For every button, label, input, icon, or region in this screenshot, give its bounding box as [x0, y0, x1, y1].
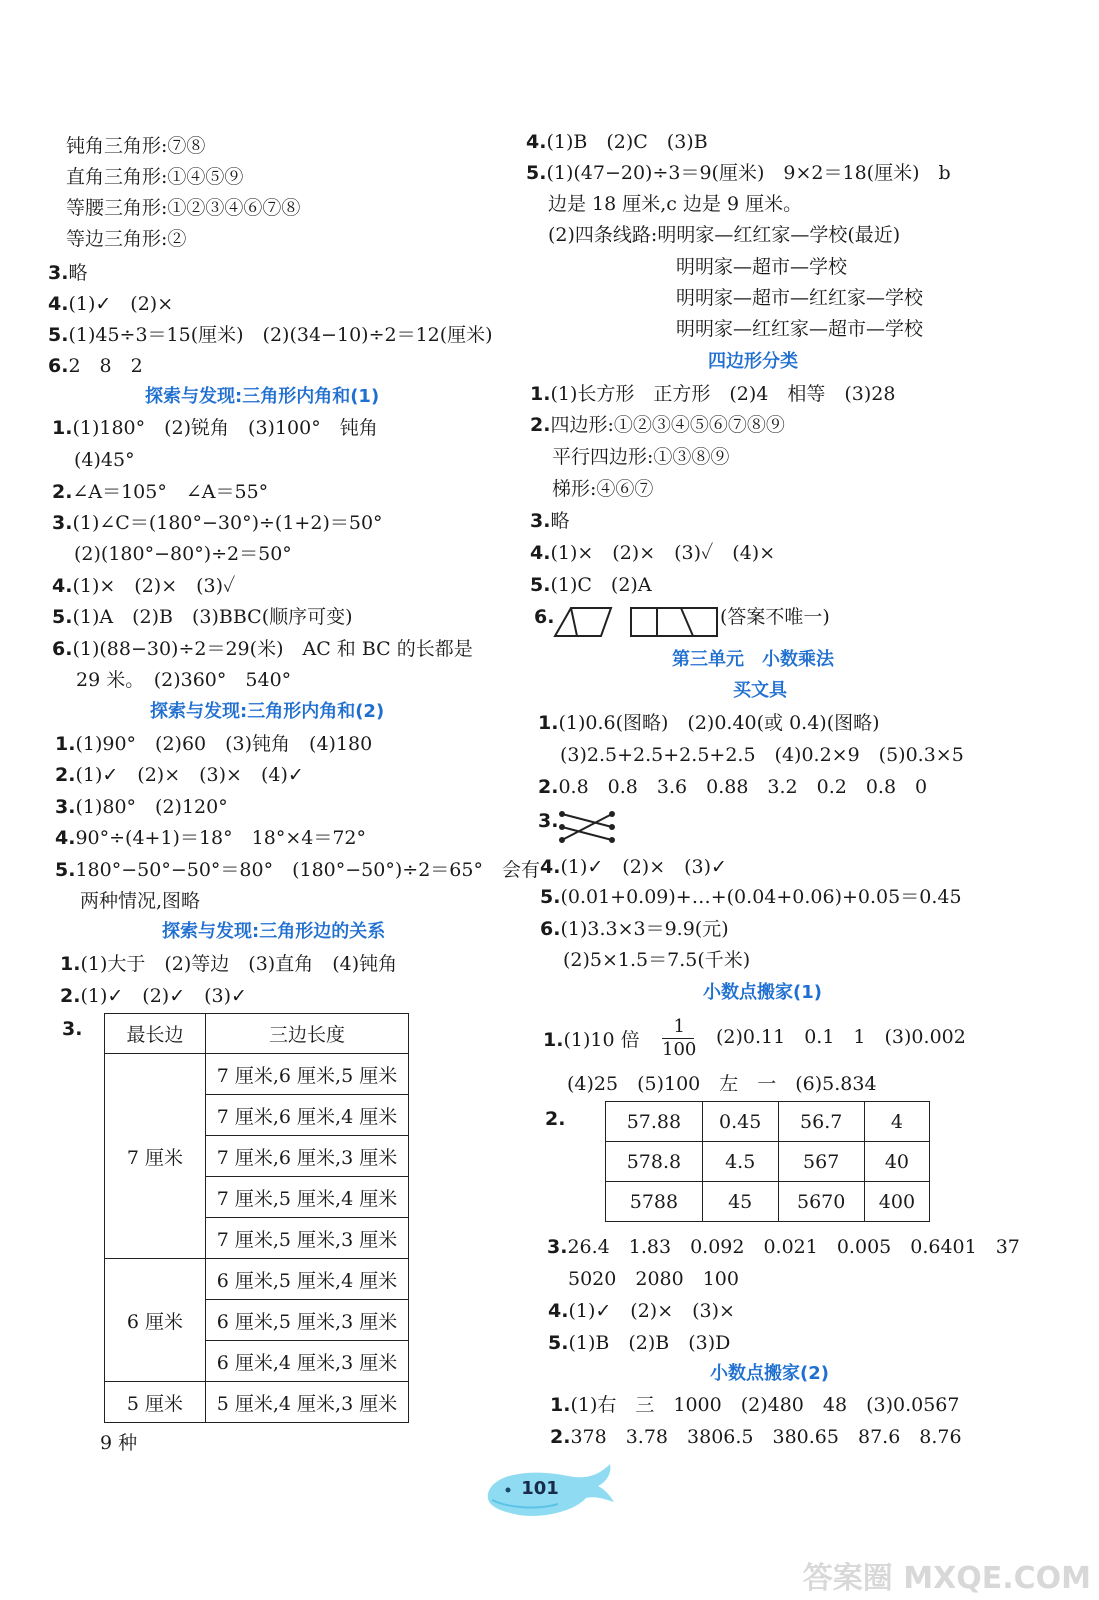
- decimal-table: [605, 1101, 930, 1222]
- answer-item: 梯形:④⑥⑦: [552, 478, 654, 500]
- answer-item: 3.略: [48, 262, 88, 284]
- answer-item: 1.(1)长方形 正方形 (2)4 相等 (3)28: [530, 383, 896, 405]
- side-length-table: [104, 1013, 409, 1423]
- answer-item: (2)四条线路:明明家—红红家—学校(最近): [548, 224, 901, 246]
- table-cell: 6 厘米,5 厘米,4 厘米: [206, 1259, 409, 1300]
- watermark: 答案圈 MXQE.COM: [802, 1561, 1091, 1596]
- question-number: 3.: [538, 810, 559, 832]
- left-line-1: 钝角三角形:⑦⑧: [66, 135, 206, 157]
- answer-item: 两种情况,图略: [80, 890, 201, 912]
- fraction-denominator: 100: [662, 1039, 697, 1060]
- answer-item: 平行四边形:①③⑧⑨: [552, 446, 730, 468]
- table-cell: 0.45: [702, 1102, 778, 1142]
- answer-item: 明明家—红红家—超市—学校: [676, 318, 924, 340]
- rectangle-shape: [631, 608, 717, 636]
- whale-eye: [506, 1488, 511, 1493]
- table-cell: 56.7: [778, 1102, 864, 1142]
- answer-item: 5.(0.01+0.09)+…+(0.04+0.06)+0.05＝0.45: [540, 886, 962, 908]
- answer-item: 2.∠A＝105° ∠A＝55°: [52, 481, 269, 503]
- answer-item: 3.(1)80° (2)120°: [55, 796, 228, 818]
- question-number: 2.: [545, 1108, 566, 1130]
- table-cell: 45: [702, 1182, 778, 1222]
- table-cell: 4: [864, 1102, 929, 1142]
- answer-item: 3.略: [530, 510, 570, 532]
- section-heading: 探索与发现:三角形内角和(2): [150, 701, 385, 722]
- question-number: 3.: [62, 1018, 83, 1040]
- answer-item: 5020 2080 100: [568, 1268, 739, 1290]
- answer-item: 明明家—超市—学校: [676, 256, 848, 278]
- answer-item: 6.(1)3.3×3＝9.9(元): [540, 918, 729, 940]
- unit-heading: 第三单元 小数乘法: [672, 649, 834, 670]
- table-cell: 5 厘米,4 厘米,3 厘米: [206, 1382, 409, 1423]
- parallelogram-cut-line: [571, 608, 577, 636]
- answer-item: 4.(1)✓ (2)×: [48, 293, 174, 315]
- quadrilateral-figures: [553, 604, 723, 640]
- table-cell: 5788: [606, 1182, 703, 1222]
- answer-item: 4.(1)✓ (2)× (3)✓: [540, 856, 727, 878]
- answer-item: 4.(1)× (2)× (3)✓: [52, 575, 236, 597]
- answer-item: 5.(1)C (2)A: [530, 574, 652, 596]
- answer-item: 4.(1)× (2)× (3)✓ (4)×: [530, 542, 776, 564]
- answer-item: 5.180°−50°−50°＝80° (180°−50°)÷2＝65° 会有: [55, 859, 540, 881]
- answer-item: 3.26.4 1.83 0.092 0.021 0.005 0.6401 37: [547, 1236, 1020, 1258]
- answer-item: (4)25 (5)100 左 一 (6)5.834: [567, 1073, 877, 1095]
- answer-item: 2.(1)✓ (2)✓ (3)✓: [60, 985, 247, 1007]
- page-number: 101: [521, 1478, 559, 1499]
- answer-item: 4.(1)B (2)C (3)B: [526, 131, 708, 153]
- answer-note: (答案不唯一): [720, 606, 830, 628]
- table-cell: 7 厘米,5 厘米,4 厘米: [206, 1177, 409, 1218]
- table-cell: 4.5: [702, 1142, 778, 1182]
- answer-item: 1.(1)90° (2)60 (3)钝角 (4)180: [55, 733, 373, 755]
- fraction-numerator: 1: [673, 1016, 685, 1037]
- answer-item: 1.(1)大于 (2)等边 (3)直角 (4)钝角: [60, 953, 398, 975]
- table-cell: 5670: [778, 1182, 864, 1222]
- section-heading: 买文具: [733, 680, 787, 701]
- answer-item: (2)(180°−80°)÷2＝50°: [74, 543, 292, 565]
- matching-lines: [562, 814, 612, 840]
- table-cell: 7 厘米,5 厘米,3 厘米: [206, 1218, 409, 1259]
- answer-item: 5.(1)45÷3＝15(厘米) (2)(34−10)÷2＝12(厘米): [48, 324, 493, 346]
- table-header-lengths: 三边长度: [206, 1014, 409, 1054]
- answer-item: (2)0.11 0.1 1 (3)0.002: [716, 1026, 966, 1048]
- table-cell: 6 厘米,5 厘米,3 厘米: [206, 1300, 409, 1341]
- section-heading: 小数点搬家(1): [703, 982, 822, 1003]
- matching-lines-figure: [556, 808, 618, 846]
- answer-item: 5.(1)A (2)B (3)BBC(顺序可变): [52, 606, 353, 628]
- section-heading: 四边形分类: [708, 351, 798, 372]
- answer-item: 明明家—超市—红红家—学校: [676, 287, 924, 309]
- answer-item: 6.(1)(88−30)÷2＝29(米) AC 和 BC 的长都是: [52, 638, 473, 660]
- rectangle-cut-line: [681, 608, 693, 636]
- table-cell-longest: 7 厘米: [105, 1054, 206, 1259]
- table-cell: 6 厘米,4 厘米,3 厘米: [206, 1341, 409, 1382]
- answer-item: 6.2 8 2: [48, 355, 143, 377]
- table-cell: 7 厘米,6 厘米,3 厘米: [206, 1136, 409, 1177]
- answer-item: 边是 18 厘米,c 边是 9 厘米。: [548, 193, 803, 215]
- section-heading: 探索与发现:三角形内角和(1): [145, 386, 380, 407]
- answer-item: 4.(1)✓ (2)× (3)×: [548, 1300, 735, 1322]
- table-cell-longest: 5 厘米: [105, 1382, 206, 1423]
- answer-item: 29 米。 (2)360° 540°: [76, 669, 292, 691]
- table-cell: 7 厘米,6 厘米,4 厘米: [206, 1095, 409, 1136]
- answer-item: 2.0.8 0.8 3.6 0.88 3.2 0.2 0.8 0: [538, 776, 928, 798]
- table-cell: 567: [778, 1142, 864, 1182]
- section-heading: 小数点搬家(2): [710, 1363, 829, 1384]
- answer-item: 2.378 3.78 3806.5 380.65 87.6 8.76: [550, 1426, 962, 1448]
- table-cell-longest: 6 厘米: [105, 1259, 206, 1382]
- table-cell: 57.88: [606, 1102, 703, 1142]
- answer-item: 3.(1)∠C＝(180°−30°)÷(1+2)＝50°: [52, 512, 383, 534]
- table-note: 9 种: [100, 1432, 138, 1454]
- answer-item: 5.(1)(47−20)÷3＝9(厘米) 9×2＝18(厘米) b: [526, 162, 951, 184]
- section-heading: 探索与发现:三角形边的关系: [162, 921, 386, 942]
- answer-item: (3)2.5+2.5+2.5+2.5 (4)0.2×9 (5)0.3×5: [560, 744, 964, 766]
- answer-item: 5.(1)B (2)B (3)D: [548, 1332, 731, 1354]
- answer-item: 1.(1)0.6(图略) (2)0.40(或 0.4)(图略): [538, 712, 880, 734]
- answer-item: 1.(1)10 倍: [543, 1029, 640, 1051]
- table-cell: 578.8: [606, 1142, 703, 1182]
- table-cell: 400: [864, 1182, 929, 1222]
- left-line-2: 直角三角形:①④⑤⑨: [66, 166, 244, 188]
- table-cell: 7 厘米,6 厘米,5 厘米: [206, 1054, 409, 1095]
- parallelogram-shape: [555, 608, 611, 636]
- left-line-3: 等腰三角形:①②③④⑥⑦⑧: [66, 197, 301, 219]
- table-header-longest: 最长边: [105, 1014, 206, 1054]
- answer-item: 4.90°÷(4+1)＝18° 18°×4＝72°: [55, 827, 367, 849]
- left-line-4: 等边三角形:②: [66, 228, 187, 250]
- answer-item: 1.(1)180° (2)锐角 (3)100° 钝角: [52, 417, 378, 439]
- fraction-one-hundredth: [662, 1016, 696, 1061]
- question-number: 6.: [534, 606, 555, 628]
- answer-item: (4)45°: [74, 449, 135, 471]
- answer-item: 2.(1)✓ (2)× (3)× (4)✓: [55, 764, 304, 786]
- answer-item: (2)5×1.5＝7.5(千米): [563, 949, 751, 971]
- answer-item: 2.四边形:①②③④⑤⑥⑦⑧⑨: [530, 414, 785, 436]
- answer-item: 1.(1)右 三 1000 (2)480 48 (3)0.0567: [550, 1394, 960, 1416]
- table-cell: 40: [864, 1142, 929, 1182]
